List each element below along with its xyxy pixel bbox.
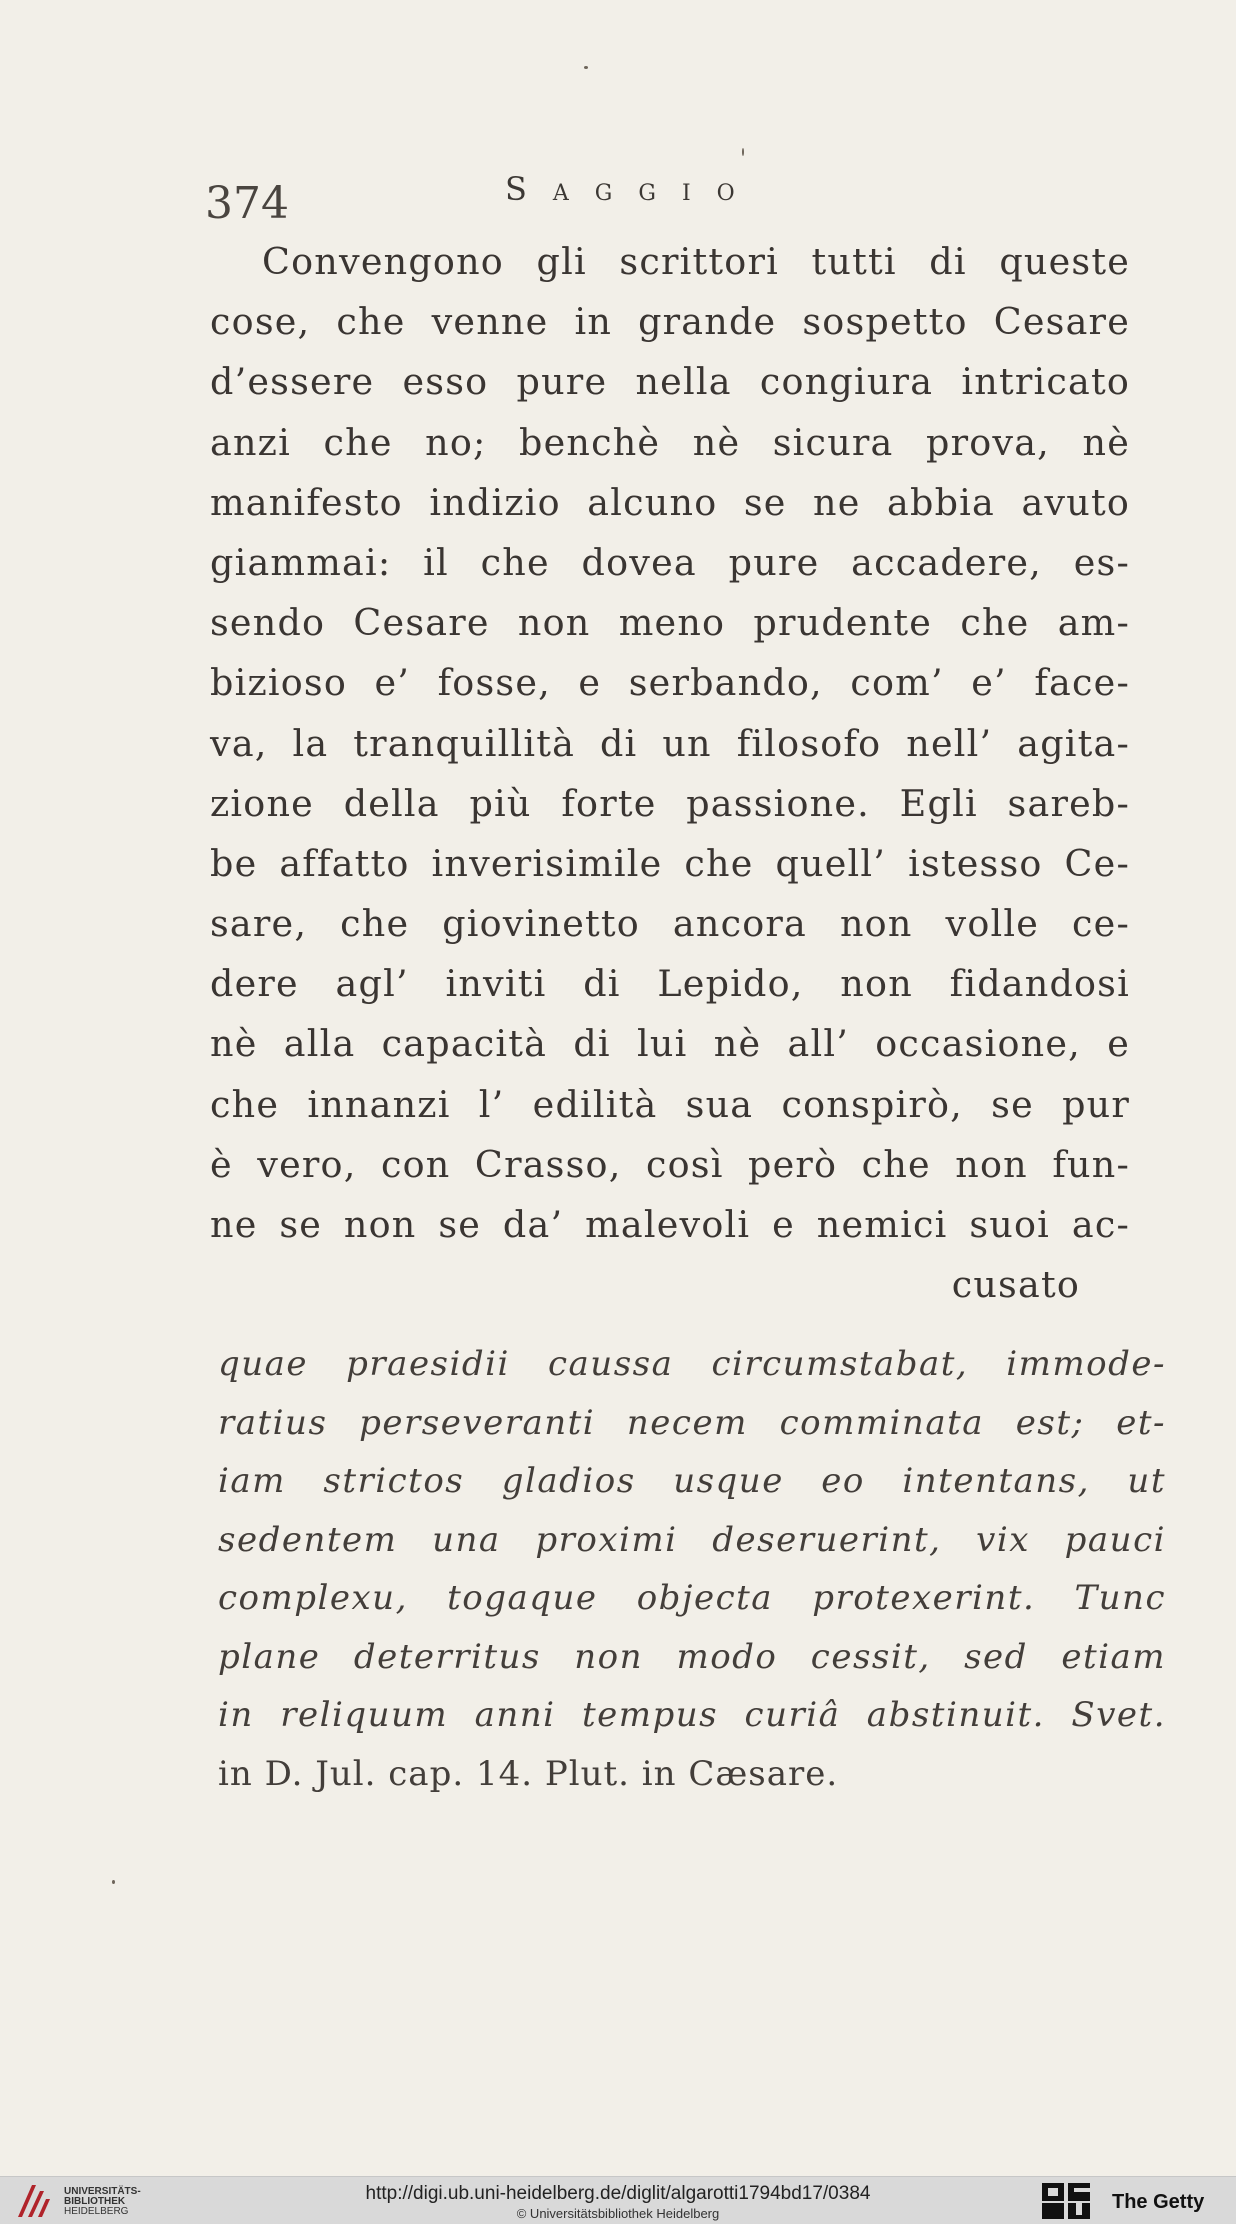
text-line: è vero, con Crasso, così però che non fun- — [210, 1142, 1130, 1186]
main-text — [210, 232, 1130, 1315]
footnote-line: iam strictos gladios usque eo intentans, ut — [218, 1461, 1166, 1501]
partner-name: The Getty — [1112, 2191, 1205, 2213]
footnote — [218, 1335, 1166, 1803]
text-line: cose, che venne in grande sospetto Cesare — [210, 300, 1130, 344]
page-number: 374 — [205, 178, 289, 229]
viewer-footer — [0, 2176, 1236, 2224]
text-line: va, la tranquillità di un filosofo nell’ agita- — [210, 721, 1130, 765]
footnote-line: in D. Jul. cap. 14. Plut. in Cæsare. — [218, 1753, 839, 1794]
text-line: manifesto indizio alcuno se ne abbia avuto — [210, 480, 1130, 524]
text-line: Convengono gli scrittori tutti di queste — [262, 240, 1130, 283]
text-line: be affatto inverisimile che quell’ istesso Ce- — [210, 841, 1130, 885]
footnote-line: sedentem una proximi deseruerint, vix pauci — [218, 1519, 1166, 1560]
permalink-url[interactable]: http://digi.ub.uni-heidelberg.de/diglit/algarotti1794bd17/0384 — [365, 2183, 871, 2204]
text-line: zione della più forte passione. Egli sareb- — [210, 781, 1130, 825]
text-line: bizioso e’ fosse, e serbando, com’ e’ face- — [210, 661, 1130, 705]
text-line: anzi che no; benchè nè sicura prova, nè — [210, 420, 1130, 464]
text-line: sendo Cesare non meno prudente che am- — [210, 601, 1130, 645]
library-name-line: UNIVERSITÄTS- — [64, 2186, 141, 2197]
getty-logo[interactable] — [1040, 2181, 1230, 2221]
running-title: Saggio — [505, 170, 761, 208]
library-name-line: BIBLIOTHEK — [64, 2196, 126, 2207]
getty-logo-icon — [1040, 2181, 1092, 2221]
library-name-line: HEIDELBERG — [64, 2206, 129, 2217]
text-line: sare, che giovinetto ancora non volle ce- — [210, 902, 1130, 946]
footnote-line: quae praesidii caussa circumstabat, immode- — [218, 1344, 1166, 1384]
footnote-line: in reliquum anni tempus curiâ abstinuit. Svet. — [218, 1695, 1166, 1735]
footnote-line: plane deterritus non modo cessit, sed etiam — [218, 1636, 1166, 1677]
footnote-line: complexu, togaque objecta protexerint. Tunc — [218, 1578, 1166, 1618]
text-line: che innanzi l’ edilità sua conspirò, se pur — [210, 1082, 1130, 1126]
copyright-notice: © Universitätsbibliothek Heidelberg — [516, 2206, 720, 2221]
page-header — [205, 170, 1005, 230]
catchword: cusato — [951, 1263, 1080, 1307]
text-line: ne se non se da’ malevoli e nemici suoi ac- — [210, 1203, 1130, 1246]
text-line: giammai: il che dovea pure accadere, es- — [210, 540, 1130, 584]
footnote-line: ratius perseveranti necem comminata est; et- — [218, 1402, 1166, 1443]
text-line: d’essere esso pure nella congiura intricato — [210, 360, 1130, 404]
text-line: dere agl’ inviti di Lepido, non fidandosi — [210, 962, 1130, 1006]
text-line: nè alla capacità di lui nè all’ occasione, e — [210, 1022, 1130, 1066]
